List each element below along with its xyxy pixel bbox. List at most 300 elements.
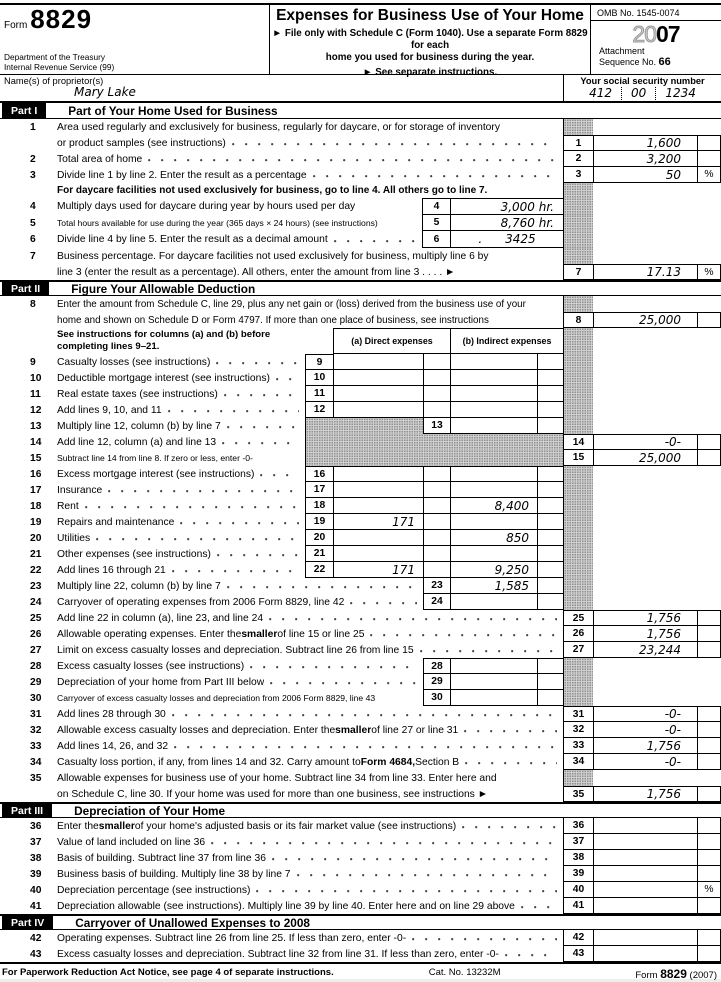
line-21-label: Other expenses (see instructions): [57, 548, 211, 560]
shaded-cell: [563, 198, 593, 215]
line-6-box-number: 6: [422, 231, 450, 248]
sequence-line: [599, 57, 721, 68]
line-38-unit-cell[interactable]: [697, 850, 721, 866]
line-32-unit-cell[interactable]: [697, 722, 721, 738]
line-28-box-number: 28: [423, 658, 450, 674]
line-42-unit-cell[interactable]: [697, 930, 721, 946]
line-9-row: [0, 354, 721, 370]
line-10-direct-field[interactable]: [333, 370, 423, 386]
line-8-row-a: [0, 296, 721, 312]
line-13-box-number: 13: [423, 418, 450, 434]
line-20-indirect-field[interactable]: 850: [450, 530, 537, 546]
line-22-direct-field[interactable]: 171: [333, 562, 423, 578]
line-36-number: 36: [30, 820, 42, 832]
line-2-box-number: 2: [563, 151, 593, 167]
line-34-unit-cell[interactable]: [697, 754, 721, 770]
line-31-amount-field[interactable]: -0-: [593, 706, 697, 722]
line-26-amount-field[interactable]: 1,756: [593, 626, 697, 642]
line-16-indirect-cents[interactable]: [537, 466, 563, 482]
shaded-cell: [563, 354, 593, 370]
line-9-indirect-field[interactable]: [450, 354, 537, 370]
spacer: [500, 119, 563, 135]
line-14-amount-field[interactable]: -0-: [593, 434, 697, 450]
line-25-box-number: 25: [563, 610, 593, 626]
line-21-box-number: 21: [305, 546, 333, 562]
line-35-label-2: on Schedule C, line 30. If your home was used for more than one business, see instructions ►: [57, 788, 488, 800]
shaded-cell: [563, 514, 593, 530]
line-43-number: 43: [30, 948, 42, 960]
line-18-indirect-field[interactable]: 8,400: [450, 498, 537, 514]
shaded-cell: [563, 328, 593, 354]
line-10-indirect-field[interactable]: [450, 370, 537, 386]
shaded-cell: [563, 248, 593, 264]
line-42-box-number: 42: [563, 930, 593, 946]
dot-leader: [464, 729, 557, 734]
line-41-unit-cell[interactable]: [697, 898, 721, 914]
line-23-cents[interactable]: [537, 578, 563, 594]
line-4-number: 4: [30, 201, 36, 212]
line-24-value-field[interactable]: [450, 594, 537, 610]
line-10-label: Deductible mortgage interest (see instructions): [57, 372, 270, 384]
line-17-box-number: 17: [305, 482, 333, 498]
line-25-number: 25: [30, 612, 42, 624]
line-43-label: Excess casualty losses and depreciation. Subtract line 32 from line 31. If less than zero, enter -0-: [57, 948, 499, 960]
line-16-row: [0, 466, 721, 482]
shaded-cell: [305, 418, 423, 434]
line-15-unit-cell[interactable]: [697, 450, 721, 466]
line-35-amount-field[interactable]: 1,756: [593, 786, 697, 802]
omb-number: OMB No. 1545-0074: [591, 5, 721, 21]
line-12-indirect-field[interactable]: [450, 402, 537, 418]
line-35-label-1: Allowable expenses for business use of your home. Subtract line 34 from line 33. Enter here and: [57, 772, 497, 784]
line-11-direct-cents[interactable]: [423, 386, 450, 402]
line-10-box-number: 10: [305, 370, 333, 386]
blank-cell: [593, 231, 721, 248]
line-43-unit-cell[interactable]: [697, 946, 721, 962]
line-21-indirect-field[interactable]: [450, 546, 537, 562]
line-8-box-number: 8: [563, 312, 593, 328]
line-24-row: [0, 594, 721, 610]
line-7-number: 7: [30, 250, 36, 262]
line-13-row: [0, 418, 721, 434]
line-29-number: 29: [30, 676, 42, 688]
line-13-value-field[interactable]: [450, 418, 537, 434]
expense-columns-header-row: [0, 328, 721, 354]
shaded-cell: [563, 562, 593, 578]
line-37-unit-cell[interactable]: [697, 834, 721, 850]
shaded-cell: [563, 386, 593, 402]
line-24-box-number: 24: [423, 594, 450, 610]
line-27-number: 27: [30, 644, 42, 656]
line-5-value-field[interactable]: 8,760 hr.: [450, 215, 563, 231]
line-14-label: Add line 12, column (a) and line 13: [57, 436, 217, 448]
blank-cell: [593, 770, 721, 786]
blank-cell: [593, 690, 721, 706]
line-40-row: [0, 882, 721, 898]
line-38-label: Basis of building. Subtract line 37 from line 36: [57, 852, 266, 864]
ssn-field[interactable]: [564, 86, 721, 100]
line-9-label: Casualty losses (see instructions): [57, 356, 211, 368]
line-6-value-field[interactable]: . 3425: [450, 231, 563, 248]
form-title: Expenses for Business Use of Your Home: [276, 7, 584, 24]
line-17-indirect-cents[interactable]: [537, 482, 563, 498]
line-36-label-pre: Enter the: [57, 820, 99, 832]
ssn-part1: 412: [589, 86, 613, 100]
ssn-part2: 00: [631, 86, 647, 100]
line-25-amount-field[interactable]: 1,756: [593, 610, 697, 626]
line-40-box-number: 40: [563, 882, 593, 898]
line-29-box-number: 29: [423, 674, 450, 690]
line-9-indirect-cents[interactable]: [537, 354, 563, 370]
line-27-unit-cell[interactable]: [697, 642, 721, 658]
blank-cell: [593, 562, 721, 578]
line-7-amount-field[interactable]: 17.13: [593, 264, 697, 280]
line-22-indirect-field[interactable]: 9,250: [450, 562, 537, 578]
line-32-label-pre: Allowable excess casualty losses and depreciation. Enter the: [57, 724, 336, 736]
line-1-number: 1: [30, 121, 36, 133]
line-37-amount-field[interactable]: [593, 834, 697, 850]
line-5-label: Total hours available for use during the year (365 days × 24 hours) (see instructions): [57, 218, 378, 228]
line-34-number: 34: [30, 756, 42, 768]
line-19-direct-cents[interactable]: [423, 514, 450, 530]
line-18-label: Rent: [57, 500, 79, 512]
ssn-separator: [655, 87, 656, 100]
dot-leader: [272, 857, 557, 862]
line-12-number: 12: [30, 404, 42, 416]
line-36-amount-field[interactable]: [593, 818, 697, 834]
line-19-number: 19: [30, 516, 42, 528]
line-7-box-number: 7: [563, 264, 593, 280]
line-18-indirect-cents[interactable]: [537, 498, 563, 514]
dot-leader: [256, 889, 557, 894]
line-41-amount-field[interactable]: [593, 898, 697, 914]
line-19-indirect-cents[interactable]: [537, 514, 563, 530]
line-22-direct-cents[interactable]: [423, 562, 450, 578]
line-28-row: [0, 658, 721, 674]
line-12-direct-field[interactable]: [333, 402, 423, 418]
shaded-cell: [563, 296, 593, 312]
line-34-label-pre: Casualty loss portion, if any, from lines 14 and 32. Carry amount to: [57, 756, 361, 768]
line-26-label: [57, 626, 364, 642]
line-20-indirect-cents[interactable]: [537, 530, 563, 546]
line-39-number: 39: [30, 868, 42, 880]
line-37-number: 37: [30, 836, 42, 848]
line-26-box-number: 26: [563, 626, 593, 642]
line-28-label: Excess casualty losses (see instructions): [57, 660, 245, 672]
line-26-row: [0, 626, 721, 642]
dot-leader: [334, 239, 416, 244]
line-17-direct-cents[interactable]: [423, 482, 450, 498]
line-8-unit-cell[interactable]: [697, 312, 721, 328]
line-9-box-number: 9: [305, 354, 333, 370]
dot-leader: [250, 665, 417, 670]
line-36-label-bold: smaller: [98, 820, 135, 832]
line-4-value-field[interactable]: 3,000 hr.: [450, 198, 563, 215]
line-39-amount-field[interactable]: [593, 866, 697, 882]
line-30-number: 30: [30, 692, 42, 704]
shaded-cell: [563, 770, 593, 786]
columns-note-text: [57, 329, 333, 353]
line-27-amount-field[interactable]: 23,244: [593, 642, 697, 658]
dot-leader: [180, 521, 299, 526]
line-20-direct-cents[interactable]: [423, 530, 450, 546]
line-1-label-1: Area used regularly and exclusively for business, regularly for daycare, or for storage of inventory: [57, 121, 500, 133]
line-11-box-number: 11: [305, 386, 333, 402]
line-37-row: [0, 834, 721, 850]
ssn-block: [563, 75, 721, 101]
line-15-box-number: 15: [563, 450, 593, 466]
line-34-label-bold: Form 4684,: [360, 756, 416, 768]
line-19-indirect-field[interactable]: [450, 514, 537, 530]
blank-cell: [593, 658, 721, 674]
line-30-label: Carryover of excess casualty losses and depreciation from 2006 Form 8829, line 43: [57, 693, 376, 703]
ssn-separator: [621, 87, 622, 100]
line-7-unit-cell: %: [697, 264, 721, 280]
line-1-unit-cell[interactable]: [697, 135, 721, 151]
line-40-amount-field[interactable]: [593, 882, 697, 898]
form-header: [0, 3, 721, 78]
column-a-header: (a) Direct expenses: [333, 328, 450, 354]
dot-leader: [148, 158, 557, 163]
shaded-cell: [563, 546, 593, 562]
line-43-box-number: 43: [563, 946, 593, 962]
line-10-direct-cents[interactable]: [423, 370, 450, 386]
line-number-spacer: [30, 312, 57, 328]
line-19-direct-field[interactable]: 171: [333, 514, 423, 530]
shaded-cell: [563, 370, 593, 386]
dot-leader: [270, 681, 417, 686]
dot-leader: [462, 825, 557, 830]
shaded-cell: [563, 658, 593, 674]
line-19-box-number: 19: [305, 514, 333, 530]
instr1a: ► File only with Schedule C (Form 1040). Use a separate Form 8829 for each: [272, 28, 588, 51]
line-14-number: 14: [30, 436, 42, 448]
spacer: [497, 770, 563, 786]
line-9-direct-cents[interactable]: [423, 354, 450, 370]
line-35-number: 35: [30, 772, 42, 784]
dot-leader: [96, 537, 299, 542]
part4-bar: [0, 914, 721, 930]
line-38-amount-field[interactable]: [593, 850, 697, 866]
part1-bar: [0, 103, 721, 119]
line-15-amount-field[interactable]: 25,000: [593, 450, 697, 466]
line-25-unit-cell[interactable]: [697, 610, 721, 626]
line-13-cents[interactable]: [537, 418, 563, 434]
line-1-row-a: [0, 119, 721, 135]
line-33-unit-cell[interactable]: [697, 738, 721, 754]
line-16-direct-cents[interactable]: [423, 466, 450, 482]
line-20-row: [0, 530, 721, 546]
dot-leader: [168, 409, 299, 414]
shaded-cell: [563, 418, 593, 434]
line-1-label-2: or product samples (see instructions): [57, 137, 226, 149]
line-21-direct-field[interactable]: [333, 546, 423, 562]
year-bold: 07: [656, 21, 680, 47]
line-30-box-number: 30: [423, 690, 450, 706]
line-33-amount-field[interactable]: 1,756: [593, 738, 697, 754]
line-19-row: [0, 514, 721, 530]
line-42-number: 42: [30, 932, 42, 944]
line-33-row: [0, 738, 721, 754]
line-2-row: [0, 151, 721, 167]
line-10-row: [0, 370, 721, 386]
instr1b: home you used for business during the year.: [325, 52, 535, 63]
line-21-indirect-cents[interactable]: [537, 546, 563, 562]
line-17-label: Insurance: [57, 484, 103, 496]
line-7-row-b: [0, 264, 721, 280]
line-23-value-field[interactable]: 1,585: [450, 578, 537, 594]
footer-form-number: 8829: [660, 967, 687, 981]
spacer: [489, 248, 563, 264]
line-2-label: Total area of home: [57, 153, 143, 165]
spacer: [489, 312, 563, 328]
line-40-label: Depreciation percentage (see instructions): [57, 884, 251, 896]
year-outline: 20: [632, 21, 656, 47]
line-20-direct-field[interactable]: [333, 530, 423, 546]
dot-leader: [313, 174, 557, 179]
spacer: [487, 183, 563, 198]
line-16-direct-field[interactable]: [333, 466, 423, 482]
line-11-indirect-cents[interactable]: [537, 386, 563, 402]
line-30-value-field[interactable]: [450, 690, 537, 706]
part3-tag: Part III: [2, 804, 52, 817]
line-number-spacer: [30, 183, 57, 198]
line-5-number: 5: [30, 217, 36, 229]
line-20-box-number: 20: [305, 530, 333, 546]
line-27-row: [0, 642, 721, 658]
line-11-indirect-field[interactable]: [450, 386, 537, 402]
dot-leader: [465, 761, 557, 766]
line-32-label-bold: smaller: [335, 724, 372, 736]
line-31-box-number: 31: [563, 706, 593, 722]
footer-form-year: (2007): [689, 970, 717, 981]
line-9-direct-field[interactable]: [333, 354, 423, 370]
line-3-row: [0, 167, 721, 183]
line-30-row: [0, 690, 721, 706]
blank-cell: [593, 514, 721, 530]
line-14-unit-cell[interactable]: [697, 434, 721, 450]
line-24-cents[interactable]: [537, 594, 563, 610]
line-14-box-number: 14: [563, 434, 593, 450]
spacer: [378, 215, 422, 231]
line-37-box-number: 37: [563, 834, 593, 850]
line-30-cents[interactable]: [537, 690, 563, 706]
line-31-unit-cell[interactable]: [697, 706, 721, 722]
line-39-unit-cell[interactable]: [697, 866, 721, 882]
line-41-number: 41: [30, 900, 42, 912]
line-26-label-post: of line 15 or line 25: [277, 628, 365, 640]
line-43-row: [0, 946, 721, 962]
line-35-unit-cell[interactable]: [697, 786, 721, 802]
line-3-amount-field[interactable]: 50: [593, 167, 697, 183]
line-17-number: 17: [30, 484, 42, 496]
line-2-unit-cell[interactable]: [697, 151, 721, 167]
line-33-number: 33: [30, 740, 42, 752]
line-34-amount-field[interactable]: -0-: [593, 754, 697, 770]
line-21-row: [0, 546, 721, 562]
line-17-direct-field[interactable]: [333, 482, 423, 498]
line-32-amount-field[interactable]: -0-: [593, 722, 697, 738]
line-41-box-number: 41: [563, 898, 593, 914]
blank-cell: [593, 215, 721, 231]
line-29-value-field[interactable]: [450, 674, 537, 690]
blank-cell: [593, 498, 721, 514]
line-2-amount-field[interactable]: 3,200: [593, 151, 697, 167]
dot-leader: [85, 505, 299, 510]
line-34-row: [0, 754, 721, 770]
shaded-cell: [563, 183, 593, 198]
line-15-row: [0, 450, 721, 466]
line-33-box-number: 33: [563, 738, 593, 754]
line-4-row: [0, 198, 721, 215]
part4-title: Carryover of Unallowed Expenses to 2008: [75, 915, 310, 930]
line-42-label: Operating expenses. Subtract line 26 from line 25. If less than zero, enter -0-: [57, 932, 407, 944]
shaded-cell: [563, 530, 593, 546]
line-9-number: 9: [30, 356, 36, 368]
line-4-box-number: 4: [422, 198, 450, 215]
line-43-amount-field[interactable]: [593, 946, 697, 962]
line-22-indirect-cents[interactable]: [537, 562, 563, 578]
line-32-number: 32: [30, 724, 42, 736]
line-10-number: 10: [30, 372, 42, 384]
proprietor-name-field[interactable]: Mary Lake: [74, 85, 136, 99]
line-7-label-2: line 3 (enter the result as a percentage). All others, enter the amount from line 3 . . . . ►: [57, 266, 456, 278]
line-26-number: 26: [30, 628, 42, 640]
blank-cell: [593, 386, 721, 402]
line-28-value-field[interactable]: [450, 658, 537, 674]
line-29-cents[interactable]: [537, 674, 563, 690]
line-17-indirect-field[interactable]: [450, 482, 537, 498]
line-16-label: Excess mortgage interest (see instructions): [57, 468, 255, 480]
line-12-indirect-cents[interactable]: [537, 402, 563, 418]
dot-leader: [521, 905, 557, 910]
line-31-number: 31: [30, 708, 42, 720]
catalog-number: Cat. No. 13232M: [428, 967, 501, 978]
line-16-indirect-field[interactable]: [450, 466, 537, 482]
line-34-box-number: 34: [563, 754, 593, 770]
spacer: [355, 198, 422, 215]
line-28-cents[interactable]: [537, 658, 563, 674]
line-10-indirect-cents[interactable]: [537, 370, 563, 386]
line-36-unit-cell[interactable]: [697, 818, 721, 834]
line-23-number: 23: [30, 580, 42, 592]
line-42-amount-field[interactable]: [593, 930, 697, 946]
blank-cell: [593, 594, 721, 610]
line-26-unit-cell[interactable]: [697, 626, 721, 642]
dot-leader: [276, 377, 299, 382]
line-18-direct-cents[interactable]: [423, 498, 450, 514]
line-number-spacer: [30, 786, 57, 802]
form-instruction-1: [270, 28, 590, 64]
line-18-direct-field[interactable]: [333, 498, 423, 514]
blank-cell: [593, 354, 721, 370]
line-40-unit-cell: %: [697, 882, 721, 898]
tax-year: [591, 22, 721, 46]
dot-leader: [216, 361, 299, 366]
line-11-label: Real estate taxes (see instructions): [57, 388, 218, 400]
spacer: [253, 450, 305, 466]
blank-cell: [593, 370, 721, 386]
sequence-label: Sequence No.: [599, 56, 659, 67]
line-8-amount-field[interactable]: 25,000: [593, 312, 697, 328]
omb-year-block: [590, 5, 721, 74]
line-5-box-number: 5: [422, 215, 450, 231]
line-11-direct-field[interactable]: [333, 386, 423, 402]
line-1-amount-field[interactable]: 1,600: [593, 135, 697, 151]
line-39-row: [0, 866, 721, 882]
line-12-direct-cents[interactable]: [423, 402, 450, 418]
line-21-direct-cents[interactable]: [423, 546, 450, 562]
